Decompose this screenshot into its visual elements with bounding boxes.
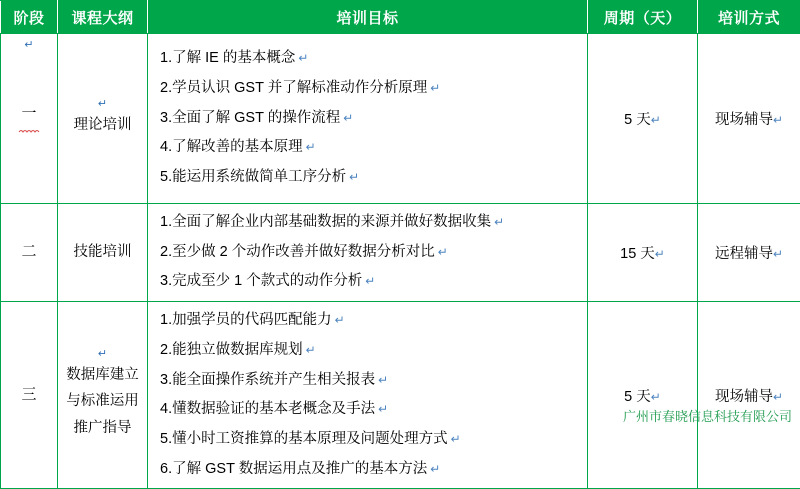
pilcrow-icon: ↵ xyxy=(349,170,359,184)
goal-text: 5.能运用系统做简单工序分析 xyxy=(160,169,346,185)
cell-period xyxy=(588,34,698,204)
pilcrow-icon: ↵ xyxy=(773,247,783,261)
cell-outline xyxy=(58,34,148,204)
list-item xyxy=(160,104,581,134)
table-header xyxy=(1,1,800,34)
list-item xyxy=(160,366,581,396)
pilcrow-icon: ↵ xyxy=(306,140,316,154)
mode-value: 远程辅导 xyxy=(715,246,773,262)
pilcrow-icon: ↵ xyxy=(430,462,440,476)
pilcrow-icon: ↵ xyxy=(651,390,661,404)
pilcrow-icon: ↵ xyxy=(494,215,504,229)
pilcrow-icon: ↵ xyxy=(651,113,661,127)
list-item xyxy=(160,163,581,193)
cell-stage xyxy=(1,34,58,204)
column-header-period: 周期（天） xyxy=(588,1,698,34)
edit-mark-icon: ↵ xyxy=(64,349,141,360)
list-item xyxy=(160,455,581,485)
goal-text: 4.了解改善的基本原理 xyxy=(160,139,303,155)
goal-text: 1.加强学员的代码匹配能力 xyxy=(160,312,332,328)
cell-period xyxy=(588,302,698,489)
cell-mode xyxy=(698,302,800,489)
list-item xyxy=(160,208,581,238)
table-row xyxy=(1,204,800,302)
outline-line-1: 数据库建立 xyxy=(66,367,139,383)
edit-mark-icon: ↵ xyxy=(64,99,141,110)
goal-text: 6.了解 GST 数据运用点及推广的基本方法 xyxy=(160,461,427,477)
outline-value: 理论培训 xyxy=(74,117,132,133)
column-header-mode: 培训方式 xyxy=(698,1,800,34)
list-item xyxy=(160,267,581,297)
pilcrow-icon: ↵ xyxy=(438,245,448,259)
cell-goal xyxy=(148,204,588,302)
goal-list xyxy=(160,306,581,484)
table-row xyxy=(1,34,800,204)
pilcrow-icon: ↵ xyxy=(451,432,461,446)
pilcrow-icon: ↵ xyxy=(378,373,388,387)
stage-value: 三 xyxy=(7,384,51,407)
pilcrow-icon: ↵ xyxy=(365,274,375,288)
goal-text: 1.全面了解企业内部基础数据的来源并做好数据收集 xyxy=(160,214,491,230)
goal-list xyxy=(160,208,581,297)
list-item xyxy=(160,336,581,366)
goal-text: 1.了解 IE 的基本概念 xyxy=(160,50,295,66)
cell-goal xyxy=(148,34,588,204)
list-item xyxy=(160,238,581,268)
table-row xyxy=(1,302,800,489)
cell-outline xyxy=(58,302,148,489)
goal-text: 5.懂小时工资推算的基本原理及问题处理方式 xyxy=(160,431,448,447)
goal-text: 2.至少做 2 个动作改善并做好数据分析对比 xyxy=(160,244,435,260)
goal-text: 2.能独立做数据库规划 xyxy=(160,342,303,358)
column-header-stage: 阶段 xyxy=(1,1,58,34)
squiggle-underline-icon xyxy=(18,128,40,134)
goal-text: 3.完成至少 1 个款式的动作分析 xyxy=(160,273,362,289)
pilcrow-icon: ↵ xyxy=(430,81,440,95)
cell-mode xyxy=(698,34,800,204)
list-item xyxy=(160,425,581,455)
list-item xyxy=(160,44,581,74)
cell-stage xyxy=(1,302,58,489)
table-header-row xyxy=(1,1,800,34)
stage-value: 二 xyxy=(7,241,51,264)
period-value: 5 天 xyxy=(624,389,651,405)
list-item xyxy=(160,395,581,425)
list-item xyxy=(160,74,581,104)
goal-list xyxy=(160,44,581,193)
outline-value: 技能培训 xyxy=(74,244,132,260)
pilcrow-icon: ↵ xyxy=(773,113,783,127)
stage-value: 一 xyxy=(7,103,51,126)
outline-line-3: 推广指导 xyxy=(74,420,132,436)
cell-outline xyxy=(58,204,148,302)
cell-period xyxy=(588,204,698,302)
list-item xyxy=(160,306,581,336)
pilcrow-icon: ↵ xyxy=(298,51,308,65)
mode-value: 现场辅导 xyxy=(715,112,773,128)
pilcrow-icon: ↵ xyxy=(655,247,665,261)
goal-text: 4.懂数据验证的基本老概念及手法 xyxy=(160,401,375,417)
pilcrow-icon: ↵ xyxy=(773,390,783,404)
pilcrow-icon: ↵ xyxy=(335,313,345,327)
outline-line-2: 与标准运用 xyxy=(66,393,139,409)
cell-mode xyxy=(698,204,800,302)
goal-text: 3.能全面操作系统并产生相关报表 xyxy=(160,372,375,388)
cell-stage xyxy=(1,204,58,302)
edit-mark-icon: ↵ xyxy=(24,38,33,51)
period-value: 5 天 xyxy=(624,112,651,128)
column-header-outline: 课程大纲 xyxy=(58,1,148,34)
pilcrow-icon: ↵ xyxy=(343,111,353,125)
list-item xyxy=(160,133,581,163)
pilcrow-icon: ↵ xyxy=(306,343,316,357)
watermark-footnote: 广州市春晓信息科技有限公司 xyxy=(623,406,792,425)
goal-text: 3.全面了解 GST 的操作流程 xyxy=(160,110,340,126)
column-header-goal: 培训目标 xyxy=(148,1,588,34)
pilcrow-icon: ↵ xyxy=(378,402,388,416)
cell-goal xyxy=(148,302,588,489)
goal-text: 2.学员认识 GST 并了解标准动作分析原理 xyxy=(160,80,427,96)
period-value: 15 天 xyxy=(620,246,655,262)
mode-value: 现场辅导 xyxy=(715,389,773,405)
